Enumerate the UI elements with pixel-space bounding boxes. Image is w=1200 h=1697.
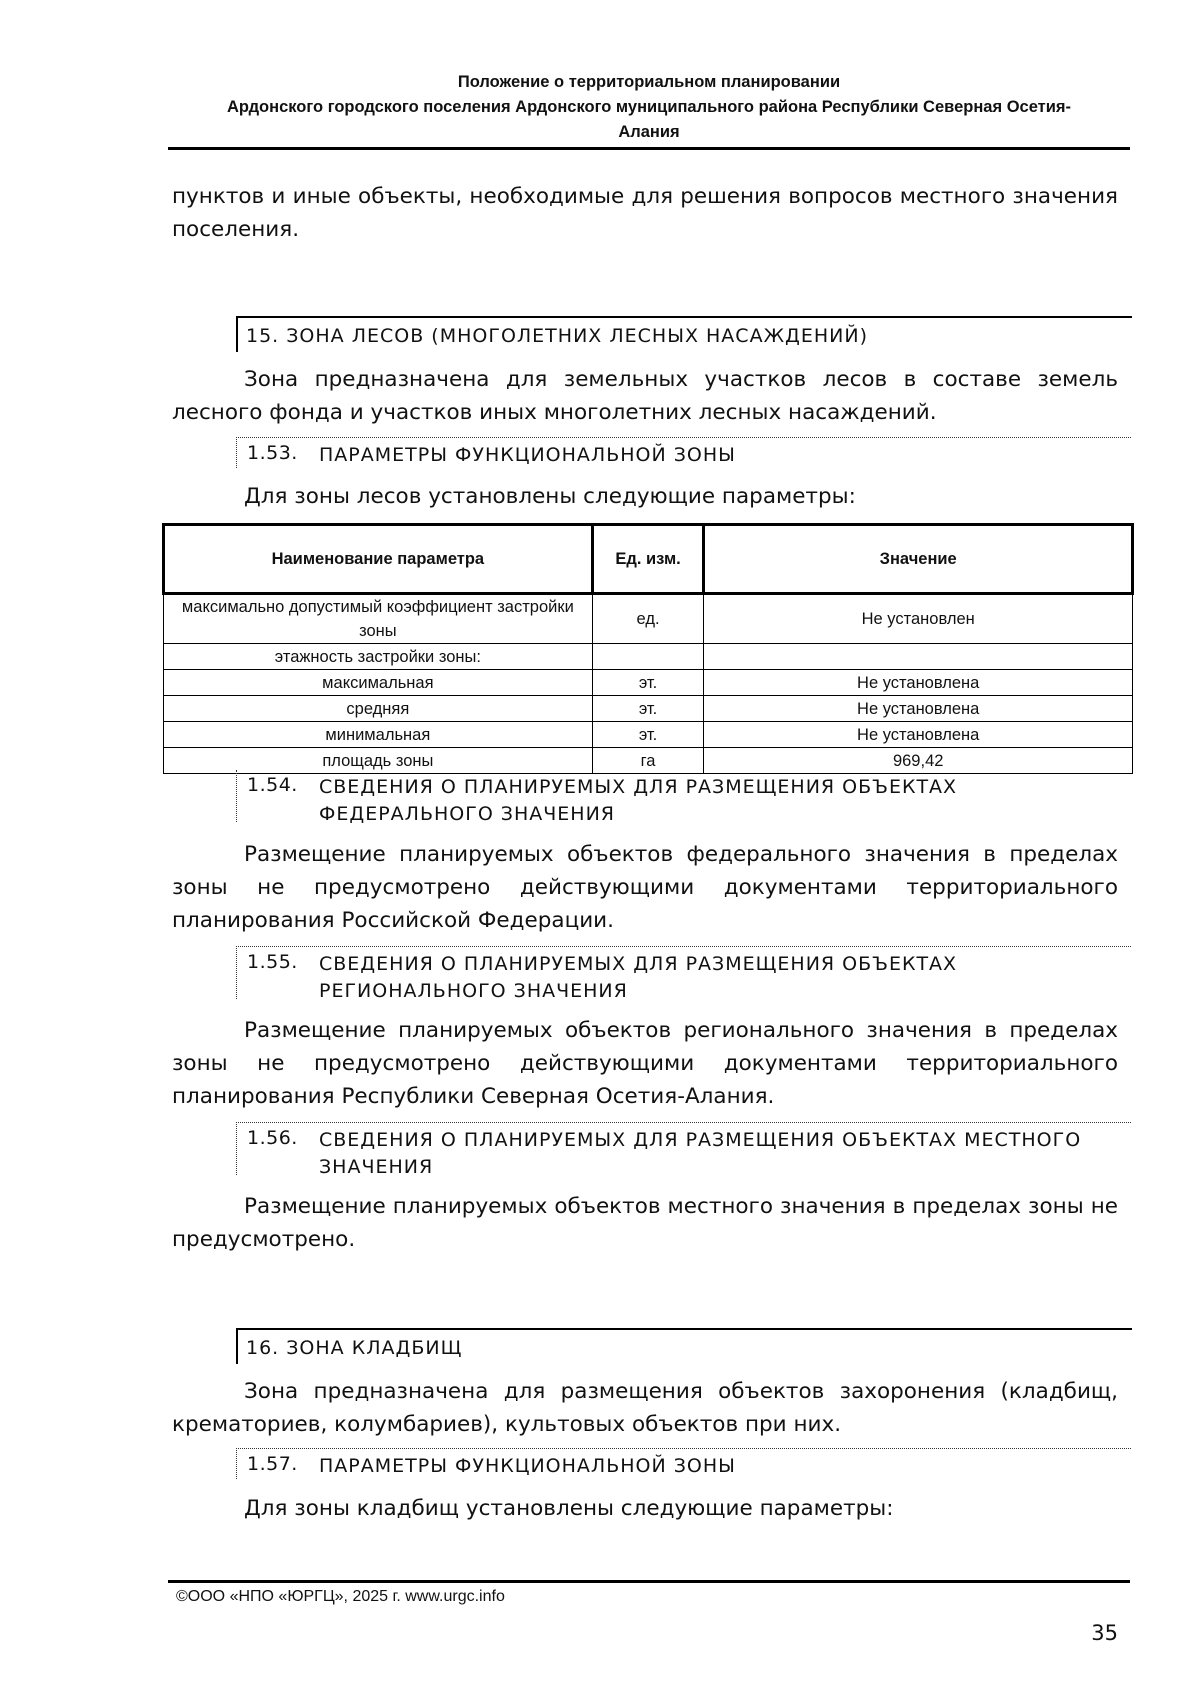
subsection-1-53-heading	[236, 437, 1131, 468]
table-row	[164, 696, 1133, 722]
table-cell: Не установлена	[704, 670, 1133, 696]
table-cell: Не установлена	[704, 696, 1133, 722]
table-header-row	[164, 525, 1133, 594]
document-header	[168, 70, 1130, 145]
forest-zone-parameters-table	[162, 523, 1134, 774]
column-header-unit: Ед. изм.	[592, 525, 704, 594]
subsection-number: 1.55.	[247, 951, 298, 973]
section-15-description: Зона предназначена для земельных участков лесов в составе земель лесного фонда и участков иных многолетних лесных насаждений.	[172, 367, 1118, 425]
intro-paragraph: пунктов и иные объекты, необходимые для решения вопросов местного значения поселения.	[172, 184, 1118, 242]
column-header-parameter: Наименование параметра	[164, 525, 593, 594]
table-cell: этажность застройки зоны:	[164, 644, 593, 670]
header-line-1: Положение о территориальном планировании	[457, 73, 841, 91]
table-cell: максимальная	[164, 670, 593, 696]
subsection-1-55-heading	[236, 946, 1131, 1002]
page-number: 35	[1091, 1621, 1118, 1645]
table-cell: Не установлена	[704, 722, 1133, 748]
subsection-1-54-heading	[236, 770, 1131, 825]
subsection-number: 1.54.	[247, 774, 298, 796]
table-cell: Не установлен	[704, 594, 1133, 644]
section-1-55-text: Размещение планируемых объектов регионального значения в пределах зоны не предусмотрено действующими документами территориального планирования Республики Северная Осетия-Алания.	[172, 1018, 1118, 1109]
table-cell: максимально допустимый коэффициент застройки зоны	[164, 594, 593, 644]
column-header-value: Значение	[704, 525, 1133, 594]
footer-rule	[168, 1580, 1130, 1583]
section-15-params-intro: Для зоны лесов установлены следующие параметры:	[244, 484, 856, 509]
section-16-description: Зона предназначена для размещения объектов захоронения (кладбищ, крематориев, колумбариев), культовых объектов при них.	[172, 1379, 1118, 1437]
section-15-heading	[236, 316, 1132, 352]
header-rule	[168, 147, 1130, 150]
section-1-54-text: Размещение планируемых объектов федерального значения в пределах зоны не предусмотрено действующими документами территориального планирования Российской Федерации.	[172, 842, 1118, 933]
header-line-3: Алания	[618, 123, 680, 141]
footer-copyright: ©ООО «НПО «ЮРГЦ», 2025 г. www.urgc.info	[176, 1588, 505, 1605]
subsection-1-56-heading	[236, 1122, 1131, 1178]
subsection-1-57-heading	[236, 1448, 1131, 1479]
section-16-heading	[236, 1328, 1132, 1364]
table-row	[164, 644, 1133, 670]
subsection-title: ПАРАМЕТРЫ ФУНКЦИОНАЛЬНОЙ ЗОНЫ	[319, 1455, 736, 1477]
subsection-title: СВЕДЕНИЯ О ПЛАНИРУЕМЫХ ДЛЯ РАЗМЕЩЕНИЯ ОБЪЕКТАХ ФЕДЕРАЛЬНОГО ЗНАЧЕНИЯ	[319, 776, 958, 825]
table-cell: площадь зоны	[164, 748, 593, 774]
subsection-number: 1.57.	[247, 1453, 298, 1475]
table-cell: 969,42	[704, 748, 1133, 774]
table-cell: минимальная	[164, 722, 593, 748]
table-cell: эт.	[592, 696, 704, 722]
subsection-title: ПАРАМЕТРЫ ФУНКЦИОНАЛЬНОЙ ЗОНЫ	[319, 444, 736, 466]
table-row	[164, 670, 1133, 696]
subsection-title: СВЕДЕНИЯ О ПЛАНИРУЕМЫХ ДЛЯ РАЗМЕЩЕНИЯ ОБЪЕКТАХ МЕСТНОГО ЗНАЧЕНИЯ	[319, 1129, 1082, 1178]
table-cell: эт.	[592, 670, 704, 696]
table-cell: га	[592, 748, 704, 774]
section-16-params-intro: Для зоны кладбищ установлены следующие параметры:	[244, 1496, 894, 1521]
table-cell	[592, 644, 704, 670]
table-cell: эт.	[592, 722, 704, 748]
table-cell	[704, 644, 1133, 670]
table-cell: ед.	[592, 594, 704, 644]
subsection-number: 1.53.	[247, 442, 298, 464]
table-row	[164, 722, 1133, 748]
subsection-title: СВЕДЕНИЯ О ПЛАНИРУЕМЫХ ДЛЯ РАЗМЕЩЕНИЯ ОБЪЕКТАХ РЕГИОНАЛЬНОГО ЗНАЧЕНИЯ	[319, 953, 958, 1002]
section-15-title: 15. ЗОНА ЛЕСОВ (МНОГОЛЕТНИХ ЛЕСНЫХ НАСАЖДЕНИЙ)	[246, 325, 869, 347]
section-1-56-text: Размещение планируемых объектов местного значения в пределах зоны не предусмотрено.	[172, 1194, 1118, 1252]
section-16-title: 16. ЗОНА КЛАДБИЩ	[246, 1337, 463, 1359]
table-cell: средняя	[164, 696, 593, 722]
table-row	[164, 594, 1133, 644]
header-line-2: Ардонского городского поселения Ардонского муниципального района Республики Северная Осетия-	[226, 98, 1072, 116]
subsection-number: 1.56.	[247, 1127, 298, 1149]
